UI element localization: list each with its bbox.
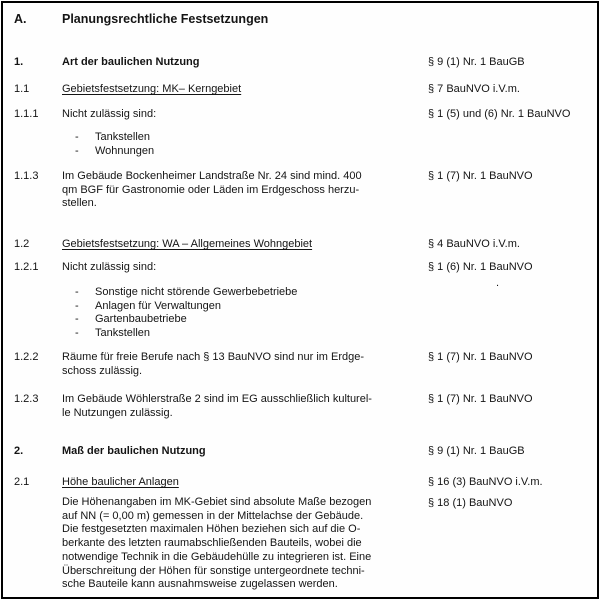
- legal-reference: § 1 (7) Nr. 1 BauNVO: [428, 351, 533, 363]
- body-line: sche Bauteile kann ausnahmsweise zugelassen werden.: [62, 578, 338, 591]
- list-item: [62, 286, 400, 300]
- body-line: berkante des letzten raumabschließenden Bauteils, wobei die: [62, 537, 362, 550]
- list-item: [62, 327, 400, 341]
- legal-reference: § 16 (3) BauNVO i.V.m.: [428, 476, 543, 488]
- legal-reference: § 9 (1) Nr. 1 BauGB: [428, 445, 525, 457]
- legal-reference: § 1 (7) Nr. 1 BauNVO: [428, 393, 533, 405]
- section-number: 2.1: [14, 476, 30, 488]
- bullet-dash: -: [75, 299, 79, 312]
- body-line: stellen.: [62, 197, 97, 210]
- section-number: 1.2.2: [14, 351, 39, 363]
- section-number: 1.2.3: [14, 393, 39, 405]
- bullet-dash: -: [75, 131, 79, 143]
- section-heading: Nicht zulässig sind:: [62, 261, 157, 273]
- body-line: Überschreitung der Höhen für sonstige untergeordnete techni-: [62, 564, 365, 577]
- section-number: A.: [14, 12, 27, 26]
- section-heading: Gebietsfestsetzung: MK– Kerngebiet: [62, 83, 242, 95]
- body-line: qm BGF für Gastronomie oder Läden im Erdgeschoss herzu-: [62, 183, 360, 196]
- list-item: [62, 131, 400, 145]
- section-heading: Nicht zulässig sind:: [62, 108, 157, 120]
- bullet-dash: -: [75, 144, 79, 157]
- body-line: Die Höhenangaben im MK-Gebiet sind absolute Maße bezogen: [62, 496, 372, 508]
- list-item: [62, 313, 400, 327]
- list-item-label: Gartenbaubetriebe: [95, 313, 187, 326]
- body-line: Die festgesetzten maximalen Höhen beziehen sich auf die O-: [62, 523, 361, 536]
- legal-reference: § 1 (7) Nr. 1 BauNVO: [428, 170, 533, 182]
- legal-reference: § 1 (5) und (6) Nr. 1 BauNVO: [428, 108, 571, 120]
- section-heading: Höhe baulicher Anlagen: [62, 476, 179, 488]
- list-item-label: Anlagen für Verwaltungen: [95, 299, 221, 312]
- body-line: le Nutzungen zulässig.: [62, 406, 173, 419]
- section-number: 1.2.1: [14, 261, 39, 273]
- page-title: Planungsrechtliche Festsetzungen: [62, 12, 269, 26]
- legal-reference: § 1 (6) Nr. 1 BauNVO: [428, 261, 533, 273]
- body-line: notwendige Technik in die Gebäudehülle zu integrieren ist. Eine: [62, 550, 372, 563]
- section-heading: Maß der baulichen Nutzung: [62, 445, 206, 457]
- section-heading: Gebietsfestsetzung: WA – Allgemeines Wohngebiet: [62, 238, 313, 250]
- legal-reference: § 4 BauNVO i.V.m.: [428, 238, 520, 250]
- section-heading: Art der baulichen Nutzung: [62, 56, 200, 68]
- list-item-label: Wohnungen: [95, 144, 155, 157]
- section-number: 2.: [14, 445, 24, 457]
- list-item-label: Sonstige nicht störende Gewerbebetriebe: [95, 286, 298, 298]
- bullet-dash: -: [75, 286, 79, 298]
- section-number: 1.1: [14, 83, 30, 95]
- body-line: schoss zulässig.: [62, 364, 143, 377]
- legal-reference: § 9 (1) Nr. 1 BauGB: [428, 56, 525, 68]
- scan-artifact-dot: .: [496, 277, 500, 289]
- body-line: Im Gebäude Bockenheimer Landstraße Nr. 24 sind mind. 400: [62, 170, 362, 182]
- list-item: [62, 145, 400, 159]
- list-item-label: Tankstellen: [95, 131, 151, 143]
- body-line: Räume für freie Berufe nach § 13 BauNVO sind nur im Erdge-: [62, 351, 365, 363]
- section-number: 1.1.1: [14, 108, 39, 120]
- section-number: 1.1.3: [14, 170, 39, 182]
- legal-reference: § 7 BauNVO i.V.m.: [428, 83, 520, 95]
- body-line: Im Gebäude Wöhlerstraße 2 sind im EG ausschließlich kulturel-: [62, 393, 372, 405]
- body-line: auf NN (= 0,00 m) gemessen in der Mittelachse der Gebäude.: [62, 509, 364, 522]
- legal-reference: § 18 (1) BauNVO: [428, 497, 513, 509]
- section-number: 1.2: [14, 238, 30, 250]
- bullet-dash: -: [75, 327, 79, 340]
- list-item-label: Tankstellen: [95, 327, 151, 340]
- section-number: 1.: [14, 56, 24, 68]
- bullet-dash: -: [75, 313, 79, 326]
- list-item: [62, 300, 400, 314]
